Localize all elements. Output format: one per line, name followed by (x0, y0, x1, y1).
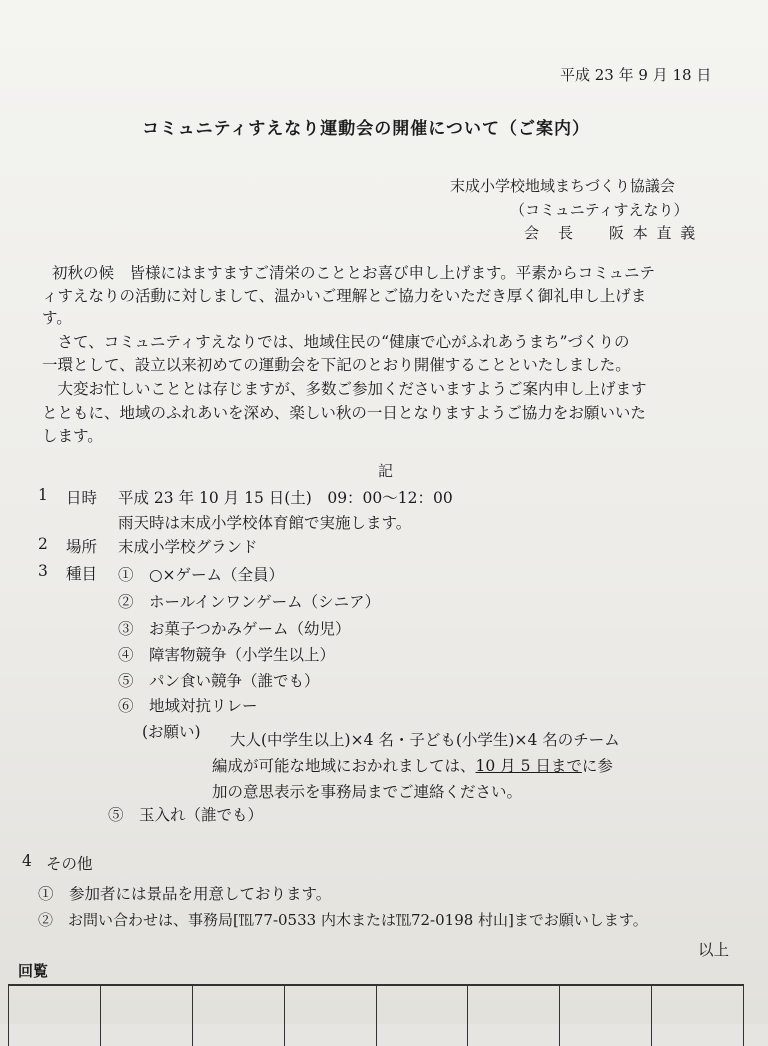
ki-heading: 記 (378, 462, 394, 480)
deadline-underlined: 10 月 5 日まで (475, 757, 582, 775)
item-label: 種目 (66, 565, 98, 583)
request-text: 編成が可能な地域におかれましては、 (212, 757, 476, 775)
item-datetime: 平成 23 年 10 月 15 日(土) 09：00～12：00 (118, 489, 453, 507)
body-line: 初秋の候 皆様にはますますご清栄のこととお喜び申し上げます。平素からコミュニテ (52, 264, 655, 282)
closing-word: 以上 (698, 941, 730, 959)
event-item: ⑤ パン食い競争（誰でも） (118, 672, 320, 690)
stamp-cell (559, 986, 651, 1046)
other-item: ① 参加者には景品を用意しております。 (38, 885, 332, 903)
sender-subtitle: （コミュニティすえなり） (510, 201, 689, 219)
stamp-cell (192, 986, 284, 1046)
item-number: 4 (22, 852, 32, 870)
item-label: その他 (46, 855, 93, 873)
body-line: す。 (42, 309, 72, 327)
body-line: します。 (42, 427, 103, 445)
request-line: 大人(中学生以上)×4 名・子ども(小学生)×4 名のチーム (230, 731, 620, 749)
item-rain-note: 雨天時は末成小学校体育館で実施します。 (118, 514, 412, 532)
body-line: 大変お忙しいこととは存じますが、多数ご参加くださいますようご案内申し上げます (42, 380, 647, 398)
event-item: ④ 障害物競争（小学生以上） (118, 646, 336, 664)
item-number: 1 (38, 486, 48, 504)
document-date: 平成 23 年 9 月 18 日 (560, 66, 712, 84)
sender-organization: 末成小学校地域まちづくり協議会 (450, 177, 675, 195)
request-line (212, 754, 613, 776)
body-line: さて、コミュニティすえなりでは、地域住民の“健康で心がふれあうまち”づくりの (42, 333, 630, 351)
item-number: 3 (38, 562, 48, 580)
request-text: に参 (581, 757, 613, 775)
stamp-cell (8, 986, 100, 1046)
document-title: コミュニティすえなり運動会の開催について（ご案内） (142, 119, 590, 139)
event-item: ⑥ 地域対抗リレー (118, 697, 258, 715)
stamp-cell (376, 986, 468, 1046)
event-item: ① ○×ゲーム（全員） (118, 566, 285, 584)
item-venue: 末成小学校グランド (118, 538, 258, 556)
event-item: ② ホールインワンゲーム（シニア） (118, 593, 381, 611)
circulation-label: 回覧 (18, 962, 49, 980)
other-item: ② お問い合わせは、事務局[℡77-0533 内木または℡72-0198 村山]までお願いします。 (38, 911, 648, 929)
request-label: (お願い) (142, 723, 201, 741)
stamp-cell (284, 986, 376, 1046)
item-number: 2 (38, 535, 48, 553)
request-line: 加の意思表示を事務局までご連絡ください。 (212, 783, 523, 801)
body-line: 一環として、設立以来初めての運動会を下記のとおり開催することといたしました。 (42, 356, 631, 374)
item-label: 場所 (66, 538, 98, 556)
body-line: ィすえなりの活動に対しまして、温かいご理解とご協力をいただき厚く御礼申し上げま (42, 287, 647, 305)
stamp-cell (651, 986, 744, 1046)
circulation-stamp-table (8, 984, 744, 1046)
item-label: 日時 (66, 489, 98, 507)
stamp-cell (100, 986, 192, 1046)
body-line: とともに、地域のふれあいを深め、楽しい秋の一日となりますようご協力をお願いいた (42, 404, 646, 422)
event-item: ⑤ 玉入れ（誰でも） (108, 806, 264, 824)
sender-chairman: 会 長 阪 本 直 義 (524, 224, 698, 242)
event-item: ③ お菓子つかみゲーム（幼児） (118, 620, 351, 638)
stamp-cell (467, 986, 559, 1046)
